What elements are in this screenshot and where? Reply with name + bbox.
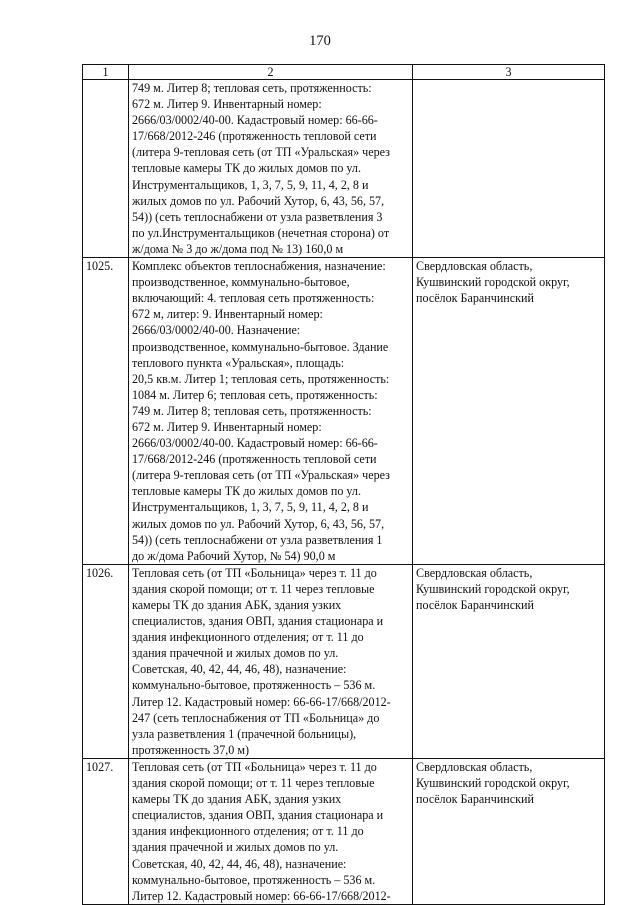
description-line: жилых домов по ул. Рабочий Хутор, 6, 43, 56, 57, [132, 193, 385, 208]
description-line: специалистов, здания ОВП, здания стационара и [132, 808, 384, 823]
description-line: 672 м. Литер 9. Инвентарный номер: [132, 97, 322, 112]
description-line: протяженность 37,0 м) [132, 742, 250, 757]
row-location [413, 80, 605, 258]
description-line: 17/668/2012-246 (протяженность тепловой сети [132, 452, 377, 467]
description-line: камеры ТК до здания АБК, здания узких [132, 598, 342, 612]
description-line: 672 м. Литер 9. Инвентарный номер: [132, 419, 322, 434]
description-line: производственное, коммунально-бытовое, [132, 275, 350, 290]
description-line: здания скорой помощи; от т. 11 через тепловые [132, 581, 375, 596]
description-line: (литера 9-тепловая сеть (от ТП «Уральская» через [132, 468, 390, 483]
table-row [83, 758, 605, 904]
description-line: Советская, 40, 42, 44, 46, 48), назначение: [132, 662, 347, 677]
description-line: 2666/03/0002/40-00. Кадастровый номер: 66-66- [132, 436, 378, 451]
location-line: Кушвинский городской округ, [416, 581, 570, 596]
description-line: производственное, коммунально-бытовое. Здание [132, 339, 389, 354]
registry-table [82, 64, 605, 905]
description-line: Литер 12. Кадастровый номер: 66-66-17/668/2012- [132, 694, 391, 709]
description-line: здания инфекционного отделения; от т. 11 до [132, 630, 364, 645]
location-line: Свердловская область, [416, 759, 533, 774]
location-line: Свердловская область, [416, 565, 533, 580]
description-line: 2666/03/0002/40-00. Назначение: [132, 323, 301, 338]
row-number: 1027. [83, 758, 129, 904]
location-line: Свердловская область, [416, 259, 533, 274]
description-line: 20,5 кв.м. Литер 1; тепловая сеть, протяженность: [132, 371, 390, 386]
row-location [413, 564, 605, 758]
location-line: Кушвинский городской округ, [416, 275, 570, 290]
description-line: Тепловая сеть (от ТП «Больница» через т. 11 до [132, 759, 377, 774]
description-line: Советская, 40, 42, 44, 46, 48), назначение: [132, 856, 347, 871]
row-number: 1026. [83, 564, 129, 758]
description-line: 54)) (сеть теплоснабжени от узла разветвления 3 [132, 209, 383, 224]
description-line: специалистов, здания ОВП, здания стационара и [132, 614, 384, 629]
description-line: по ул.Инструментальщиков (нечетная сторона) от [132, 225, 390, 240]
description-line: 54)) (сеть теплоснабжени от узла разветвления 1 [132, 532, 383, 547]
description-line: коммунально-бытовое, протяженность – 536 м. [132, 872, 376, 887]
description-line: 1084 м. Литер 6; тепловая сеть, протяженность: [132, 387, 378, 402]
row-description [129, 564, 413, 758]
description-line: 247 (сеть теплоснабжения от ТП «Больница» до [132, 710, 380, 725]
column-header-2: 2 [129, 65, 413, 80]
description-line: включающий: 4. тепловая сеть протяженность: [132, 291, 375, 306]
description-line: Тепловая сеть (от ТП «Больница» через т. 11 до [132, 565, 377, 580]
row-number [83, 80, 129, 258]
description-line: тепловые камеры ТК до жилых домов по ул. [132, 484, 361, 499]
table-header-row [83, 65, 605, 80]
column-header-3: 3 [413, 65, 605, 80]
table-row [83, 258, 605, 565]
description-line: теплового пункта «Уральская», площадь: [132, 355, 345, 370]
description-line: здания прачечной и жилых домов по ул. [132, 646, 339, 661]
description-line: ж/дома № 3 до ж/дома под № 13) 160,0 м [132, 241, 344, 256]
description-line: 672 м, литер: 9. Инвентарный номер: [132, 307, 323, 322]
description-line: узла разветвления 1 (прачечной больницы), [132, 726, 357, 741]
location-line: посёлок Баранчинский [416, 291, 534, 306]
table-row [83, 564, 605, 758]
description-line: камеры ТК до здания АБК, здания узких [132, 792, 342, 807]
description-line: Комплекс объектов теплоснабжения, назначение: [132, 259, 386, 274]
row-description [129, 258, 413, 565]
description-line: здания скорой помощи; от т. 11 через тепловые [132, 776, 375, 791]
description-line: здания инфекционного отделения; от т. 11 до [132, 824, 364, 839]
row-location [413, 758, 605, 904]
table-row [83, 80, 605, 258]
description-line: 749 м. Литер 8; тепловая сеть, протяженность: [132, 403, 372, 418]
description-line: 17/668/2012-246 (протяженность тепловой сети [132, 129, 377, 144]
row-number: 1025. [83, 258, 129, 565]
description-line: (литера 9-тепловая сеть (от ТП «Уральская» через [132, 145, 390, 160]
description-line: тепловые камеры ТК до жилых домов по ул. [132, 161, 361, 176]
page-number: 170 [309, 33, 331, 49]
column-header-1: 1 [83, 65, 129, 80]
description-line: Литер 12. Кадастровый номер: 66-66-17/668/2012- [132, 888, 391, 903]
description-line: 749 м. Литер 8; тепловая сеть, протяженность: [132, 81, 372, 95]
row-description [129, 80, 413, 258]
description-line: до ж/дома Рабочий Хутор, № 54) 90,0 м [132, 548, 336, 563]
description-line: Инструментальщиков, 1, 3, 7, 5, 9, 11, 4, 2, 8 и [132, 500, 369, 515]
description-line: жилых домов по ул. Рабочий Хутор, 6, 43, 56, 57, [132, 516, 385, 531]
row-description [129, 758, 413, 904]
description-line: здания прачечной и жилых домов по ул. [132, 840, 339, 855]
description-line: Инструментальщиков, 1, 3, 7, 5, 9, 11, 4, 2, 8 и [132, 177, 369, 192]
location-line: Кушвинский городской округ, [416, 776, 570, 791]
description-line: коммунально-бытовое, протяженность – 536 м. [132, 678, 376, 693]
location-line: посёлок Баранчинский [416, 598, 534, 612]
row-location [413, 258, 605, 565]
location-line: посёлок Баранчинский [416, 792, 534, 807]
description-line: 2666/03/0002/40-00. Кадастровый номер: 66-66- [132, 113, 378, 128]
